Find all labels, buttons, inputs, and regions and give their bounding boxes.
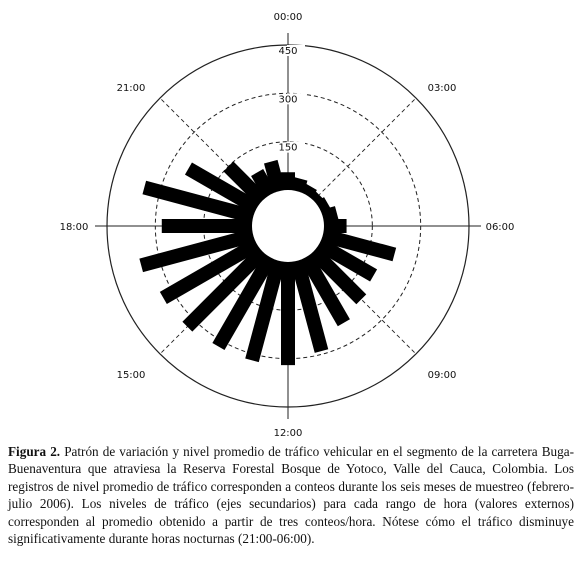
hour-label-1800: 18:00 (59, 222, 89, 233)
center-hub (252, 190, 324, 262)
hour-label-1500: 15:00 (116, 370, 146, 381)
traffic-bars (139, 160, 396, 365)
ring-label-150: 150 (278, 142, 298, 154)
hour-label-2100: 21:00 (116, 83, 146, 94)
caption-label: Figura 2. (8, 444, 61, 459)
bar-hour-12 (281, 256, 295, 365)
ring-labels (278, 45, 305, 154)
hour-label-0600: 06:00 (485, 222, 515, 233)
caption-text: Patrón de variación y nivel promedio de tráfico vehicular en el segmento de la carretera Buga-Buenaventura que atraviesa la Reserva Forestal Bosque de Yotoco, Valle del Cauca, Colombia. Los registros de nivel promedio de tráfico corresponden a conteos durante los seis meses de muestreo (febrero-julio 2006). Los niveles de tráfico (ejes secundarios) para cada rango de hora (valores externos) corresponden al promedio obtenido a partir de tres conteos/hora. Nótese cómo el tráfico disminuye significativamente durante horas nocturnas (21:00-06:00). (8, 444, 574, 547)
hour-label-0300: 03:00 (427, 83, 457, 94)
figure-caption (8, 443, 574, 547)
hour-label-0900: 09:00 (427, 370, 457, 381)
ring-label-300: 300 (278, 94, 298, 106)
hour-label-0000: 00:00 (273, 12, 303, 23)
hour-label-1200: 12:00 (273, 428, 303, 439)
ring-label-450: 450 (278, 46, 298, 57)
